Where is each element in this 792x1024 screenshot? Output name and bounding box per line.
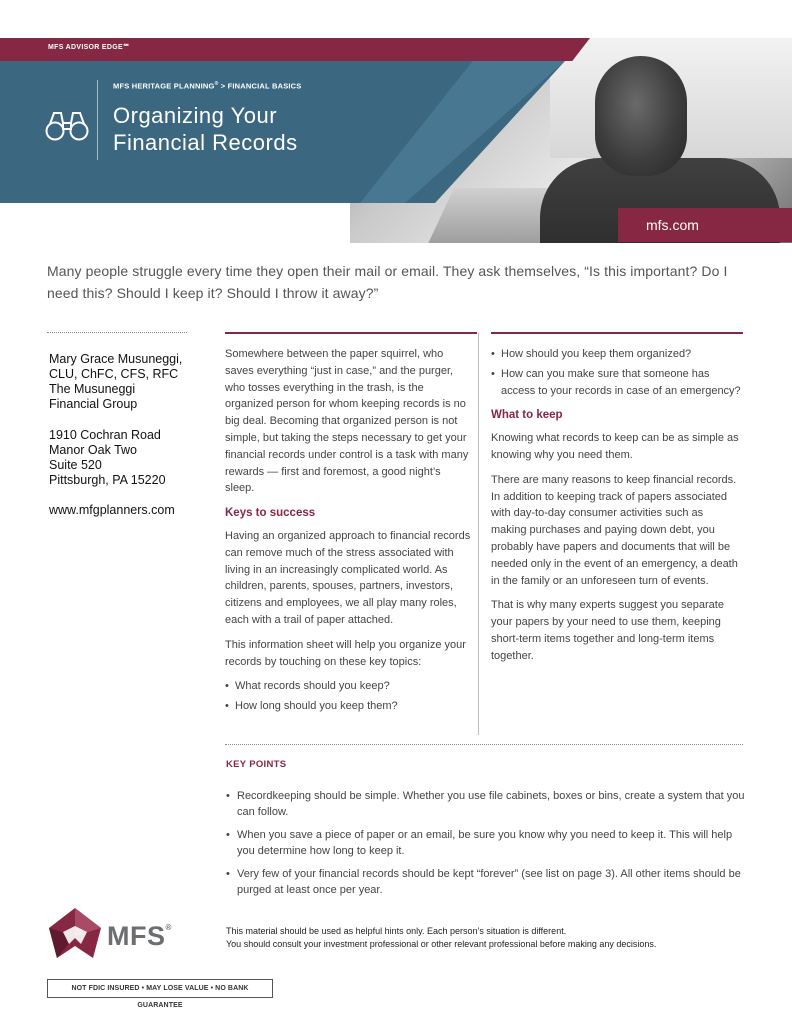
col1-paragraph-2: Having an organized approach to financial records can remove much of the stress associated with living in an increasingly complicated world. As children, parents, spouses, partners, investors, citizens and employees, we all play many roles, each with a trail of paper attached.	[225, 529, 471, 626]
key-points-title: KEY POINTS	[226, 759, 287, 770]
breadcrumb-section[interactable]: MFS HERITAGE PLANNING	[113, 81, 215, 91]
key-point-item: • When you save a piece of paper or an email, be sure you know why you need to keep it. This will help you determine how long to keep it.	[226, 827, 746, 859]
advisor-label: MFS ADVISOR EDGE℠	[48, 44, 131, 51]
column-separator	[478, 333, 479, 735]
col2-paragraph-3: That is why many experts suggest you separate your papers by your need to use them, keeping short-term items together and long-term items together.	[491, 599, 724, 662]
contact-credentials: CLU, ChFC, CFS, RFC	[49, 367, 179, 381]
address-line-3: Suite 520	[49, 458, 102, 472]
col1-paragraph-1: Somewhere between the paper squirrel, who saves everything “just in case,” and the purger, who tosses everything in the trash, is the organized person for whom keeping records is no big deal. Becoming that organized person is not simple, but taking the steps necessary to get your financial records under control is a task with many rewards — first and foremost, a good night’s sleep.	[225, 348, 469, 495]
contact-name: Mary Grace Musuneggi,	[49, 352, 183, 366]
disclaimer-line-1: This material should be used as helpful hints only. Each person’s situation is different.	[226, 926, 567, 936]
mfs-logo-icon	[46, 906, 104, 964]
breadcrumb	[113, 81, 302, 91]
contact-firm-1: The Musuneggi	[49, 382, 136, 396]
column-2	[491, 346, 741, 673]
address-block	[49, 428, 166, 488]
address-line-2: Manor Oak Two	[49, 443, 138, 457]
disclaimer-line-2: You should consult your investment professional or other relevant professional before making any decisions.	[226, 938, 657, 949]
contact-website[interactable]: www.mfgplanners.com	[49, 503, 175, 517]
website-link[interactable]: mfs.com	[646, 217, 699, 233]
list-item: • How can you make sure that someone has access to your records in case of an emergency?	[491, 366, 741, 400]
breadcrumb-subsection[interactable]: > FINANCIAL BASICS	[218, 81, 302, 91]
mfs-logo-text: MFS	[107, 921, 166, 951]
what-to-keep-heading: What to keep	[491, 409, 563, 422]
address-line-1: 1910 Cochran Road	[49, 428, 161, 442]
page-title	[113, 102, 298, 156]
topics-list-continued	[491, 346, 741, 399]
column-2-rule	[491, 332, 743, 334]
binoculars-icon	[45, 108, 89, 142]
col1-paragraph-3: This information sheet will help you organize your records by touching on these key topics:	[225, 638, 466, 668]
title-line-2: Financial Records	[113, 130, 298, 155]
column-1-rule	[225, 332, 477, 334]
logo-registered-mark: ®	[165, 923, 172, 932]
title-line-1: Organizing Your	[113, 103, 278, 128]
disclaimer	[226, 925, 766, 950]
contact-divider	[47, 332, 187, 333]
list-item: • What records should you keep?	[225, 678, 473, 695]
column-1	[225, 346, 473, 718]
intro-text: Many people struggle every time they open their mail or email. They ask themselves, “Is this important? Do I need this? Should I keep it? Should I throw it away?”	[47, 263, 728, 301]
mfs-logo	[107, 921, 172, 952]
col2-paragraph-2: There are many reasons to keep financial records. In addition to keeping track of papers associated with day-to-day consumer activities such as making purchases and paying down debt, you probably have papers and documents that will be needed only in the event of an emergency, a death in the family or an unforeseen turn of events.	[491, 473, 738, 587]
key-point-item: • Recordkeeping should be simple. Whether you use file cabinets, boxes or bins, create a system that you can follow.	[226, 788, 746, 820]
topics-list	[225, 678, 473, 715]
keys-to-success-heading: Keys to success	[225, 507, 316, 520]
contact-block	[49, 352, 182, 412]
key-points-list	[226, 788, 746, 905]
photo-person-head	[595, 56, 687, 176]
list-item: • How long should you keep them?	[225, 698, 473, 715]
key-points-divider	[225, 744, 743, 745]
address-line-4: Pittsburgh, PA 15220	[49, 473, 166, 487]
fdic-notice: NOT FDIC INSURED • MAY LOSE VALUE • NO BANK GUARANTEE	[47, 979, 273, 998]
header-divider	[97, 80, 98, 160]
registered-mark: ®	[214, 81, 219, 87]
key-point-item: • Very few of your financial records should be kept “forever” (see list on page 3). All other items should be purged at least once per year.	[226, 866, 746, 898]
col2-paragraph-1: Knowing what records to keep can be as simple as knowing why you need them.	[491, 432, 739, 461]
contact-firm-2: Financial Group	[49, 397, 138, 411]
url-tab	[618, 208, 792, 242]
list-item: • How should you keep them organized?	[491, 346, 741, 363]
